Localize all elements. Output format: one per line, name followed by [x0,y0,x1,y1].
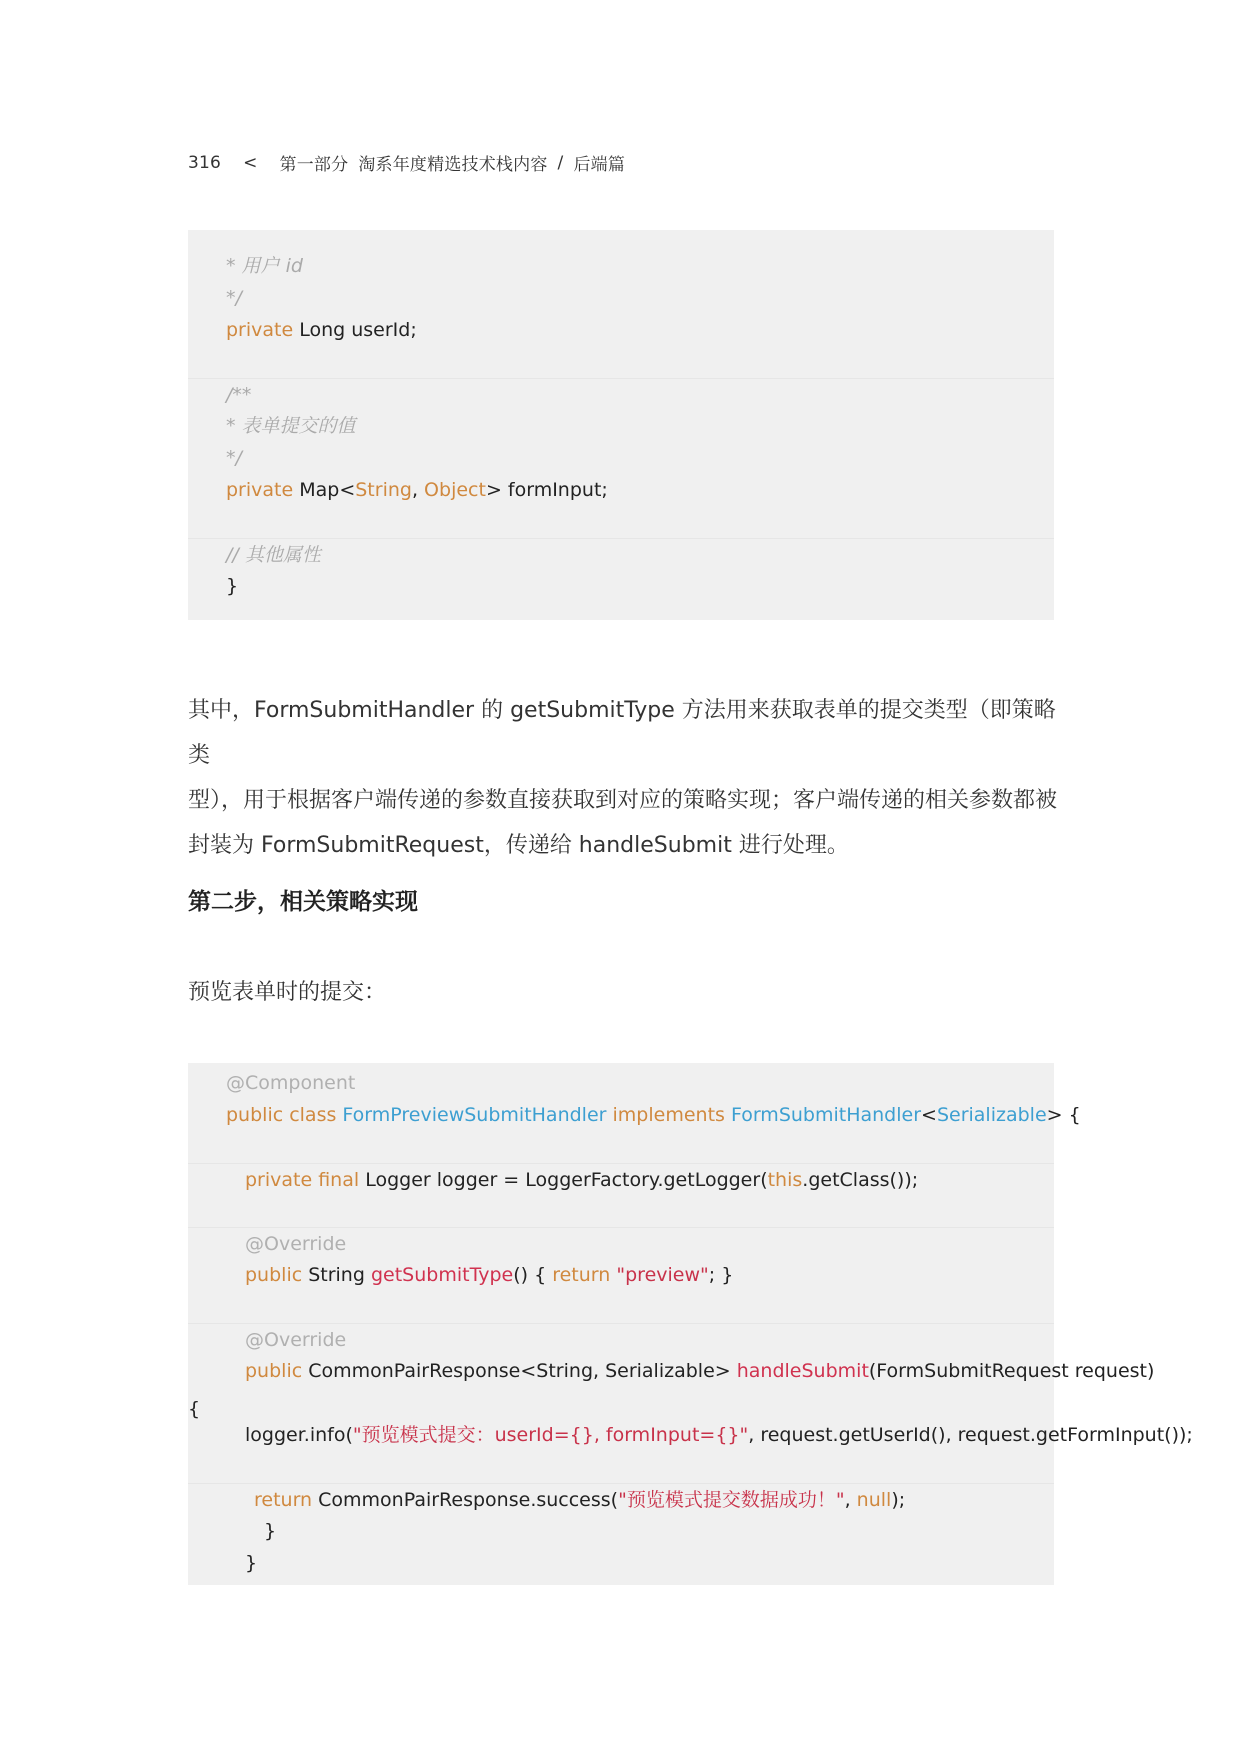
code-line: @Override [188,1323,1054,1356]
code-line: } [245,1552,258,1574]
code-line: public String getSubmitType() { return "preview"; } [245,1264,734,1286]
code-line: } [264,1520,277,1542]
page-number: 316 [188,152,222,173]
code-line: private Map<String, Object> formInput; [226,479,608,501]
body-paragraph [188,688,1058,868]
paragraph-line: 其中，FormSubmitHandler 的 getSubmitType 方法用来获取表单的提交类型（即策略类 [188,698,1056,768]
code-open-brace: { [188,1398,201,1420]
code-block-userid [188,230,1054,620]
code-line: // 其他属性 [188,538,1054,571]
code-line: public CommonPairResponse<String, Serializable> handleSubmit(FormSubmitRequest request) [245,1360,1155,1382]
header-separator: < [243,152,258,173]
code-line: logger.info("预览模式提交：userId={}, formInput={}", request.getUserId(), request.getFormInput()); [245,1424,1193,1446]
code-line: @Override [188,1227,1054,1260]
code-line: public class FormPreviewSubmitHandler implements FormSubmitHandler<Serializable> { [226,1104,1081,1126]
code-line: /** [188,378,1054,411]
code-line: */ [226,287,242,309]
running-header [188,150,625,175]
header-part: 第一部分 [279,155,349,175]
section-heading: 第二步，相关策略实现 [188,889,418,915]
paragraph-line: 型），用于根据客户端传递的参数直接获取到对应的策略实现；客户端传递的相关参数都被 [188,788,1058,813]
code-line: private final Logger logger = LoggerFactory.getLogger(this.getClass()); [188,1163,1054,1196]
code-line: */ [226,447,242,469]
header-section: 后端篇 [573,155,626,175]
paragraph-line: 封装为 FormSubmitRequest，传递给 handleSubmit 进行处理。 [188,833,849,858]
code-line: * 表单提交的值 [226,415,356,437]
header-title: 淘系年度精选技术栈内容 [358,155,548,175]
code-line: return CommonPairResponse.success("预览模式提交数据成功！", null); [188,1483,1054,1516]
code-line: @Component [226,1072,356,1094]
lead-text: 预览表单时的提交： [188,980,387,1005]
code-line: private Long userId; [226,319,417,341]
code-line: } [226,575,239,597]
code-block-preview-handler [188,1063,1193,1585]
header-slash: / [557,152,564,173]
code-line: * 用户 id [226,255,303,277]
